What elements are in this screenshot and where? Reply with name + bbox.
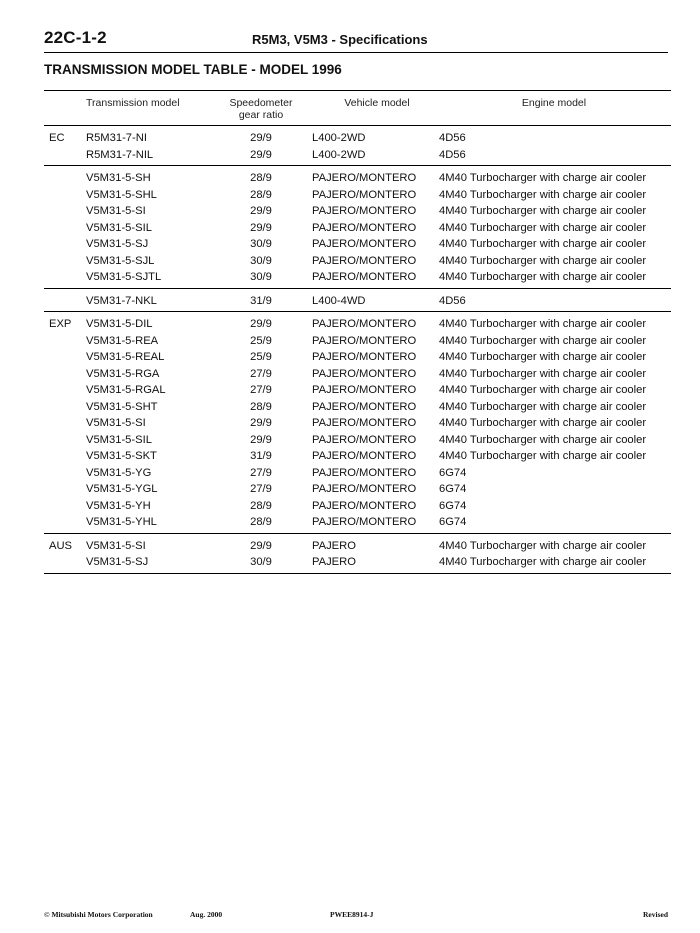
engine-cell: 4D56 (439, 294, 466, 307)
engine-cell: 4D56 (439, 132, 466, 144)
page-header (44, 28, 668, 53)
vehicle-cell: PAJERO/MONTERO (312, 516, 417, 528)
vehicle-cell: PAJERO/MONTERO (312, 271, 417, 283)
vehicle-cell: PAJERO/MONTERO (312, 254, 417, 267)
model-cell: V5M31-5-SKT (86, 450, 157, 462)
engine-cell: 4M40 Turbocharger with charge air cooler (439, 172, 647, 184)
ratio-cell: 28/9 (250, 516, 272, 528)
model-cell: V5M31-5-SJ (86, 238, 149, 250)
table-row (44, 316, 671, 333)
table-row (44, 170, 671, 187)
engine-cell: 4M40 Turbocharger with charge air cooler (439, 384, 647, 396)
vehicle-cell: PAJERO/MONTERO (312, 238, 417, 250)
model-cell: V5M31-5-RGA (86, 367, 160, 380)
vehicle-cell: PAJERO/MONTERO (312, 205, 417, 217)
section-title: TRANSMISSION MODEL TABLE - MODEL 1996 (44, 62, 342, 77)
model-cell: V5M31-5-DIL (86, 318, 153, 330)
footer-code: PWEE8914-J (330, 910, 374, 919)
table-group (44, 312, 671, 534)
engine-cell: 4M40 Turbocharger with charge air cooler (439, 433, 647, 446)
vehicle-cell: PAJERO/MONTERO (312, 367, 417, 380)
vehicle-cell: PAJERO (312, 539, 356, 552)
footer-date: Aug. 2000 (190, 910, 223, 919)
ratio-cell: 27/9 (250, 483, 272, 495)
vehicle-cell: PAJERO/MONTERO (312, 499, 417, 512)
model-cell: V5M31-5-SJL (86, 254, 155, 267)
model-cell: V5M31-5-REA (86, 334, 159, 347)
ratio-cell: 25/9 (250, 334, 272, 347)
vehicle-cell: PAJERO/MONTERO (312, 450, 417, 462)
table-row (44, 481, 671, 498)
ratio-cell: 29/9 (250, 433, 272, 446)
model-cell: V5M31-5-SH (86, 172, 151, 184)
model-cell: V5M31-5-SHL (86, 188, 157, 201)
table-row (44, 554, 671, 571)
engine-cell: 4M40 Turbocharger with charge air cooler (439, 188, 647, 201)
vehicle-cell: PAJERO/MONTERO (312, 334, 417, 347)
transmission-model-table (44, 90, 671, 574)
model-cell: V5M31-5-SI (86, 539, 146, 552)
engine-cell: 6G74 (439, 499, 467, 512)
table-row (44, 465, 671, 482)
table-row (44, 333, 671, 350)
model-cell: V5M31-5-YGL (86, 483, 158, 495)
ratio-cell: 28/9 (250, 400, 272, 413)
ratio-cell: 27/9 (250, 367, 272, 380)
column-header-engine: Engine model (521, 97, 587, 109)
ratio-cell: 27/9 (250, 466, 272, 479)
header-title: R5M3, V5M3 - Specifications (252, 32, 428, 47)
vehicle-cell: L400-4WD (312, 294, 366, 307)
model-cell: V5M31-5-SHT (86, 400, 158, 413)
ratio-cell: 29/9 (250, 132, 272, 144)
vehicle-cell: PAJERO/MONTERO (312, 221, 417, 234)
engine-cell: 6G74 (439, 516, 467, 528)
engine-cell: 4M40 Turbocharger with charge air cooler (439, 351, 647, 363)
ratio-cell: 25/9 (250, 351, 272, 363)
vehicle-cell: PAJERO (312, 556, 356, 568)
table-group (44, 534, 671, 574)
engine-cell: 4M40 Turbocharger with charge air cooler (439, 271, 647, 283)
engine-cell: 4M40 Turbocharger with charge air cooler (439, 417, 647, 429)
vehicle-cell: PAJERO/MONTERO (312, 483, 417, 495)
model-cell: V5M31-5-SIL (86, 433, 152, 446)
table-row (44, 147, 671, 164)
ratio-cell: 29/9 (250, 205, 272, 217)
vehicle-cell: L400-2WD (312, 148, 366, 161)
ratio-cell: 29/9 (250, 221, 272, 234)
region-cell: AUS (49, 539, 73, 552)
table-row (44, 203, 671, 220)
vehicle-cell: L400-2WD (312, 132, 366, 144)
table-row (44, 366, 671, 383)
engine-cell: 4M40 Turbocharger with charge air cooler (439, 556, 647, 568)
vehicle-cell: PAJERO/MONTERO (312, 417, 417, 429)
engine-cell: 6G74 (439, 483, 467, 495)
ratio-cell: 30/9 (250, 238, 272, 250)
column-header-ratio-line2: gear ratio (238, 109, 284, 121)
table-group (44, 289, 671, 313)
model-cell: R5M31-7-NIL (86, 148, 154, 161)
table-row (44, 432, 671, 449)
column-header-model: Transmission model (86, 97, 180, 109)
model-cell: V5M31-5-REAL (86, 351, 165, 363)
engine-cell: 4M40 Turbocharger with charge air cooler (439, 450, 647, 462)
ratio-cell: 28/9 (250, 172, 272, 184)
vehicle-cell: PAJERO/MONTERO (312, 188, 417, 201)
engine-cell: 4M40 Turbocharger with charge air cooler (439, 367, 647, 380)
vehicle-cell: PAJERO/MONTERO (312, 400, 417, 413)
table-group (44, 166, 671, 289)
vehicle-cell: PAJERO/MONTERO (312, 466, 417, 479)
vehicle-cell: PAJERO/MONTERO (312, 351, 417, 363)
ratio-cell: 29/9 (250, 417, 272, 429)
table-row (44, 382, 671, 399)
table-row (44, 187, 671, 204)
model-cell: R5M31-7-NI (86, 132, 147, 144)
ratio-cell: 29/9 (250, 148, 272, 161)
engine-cell: 4D56 (439, 148, 466, 161)
model-cell: V5M31-5-SJ (86, 556, 149, 568)
model-cell: V5M31-5-SIL (86, 221, 152, 234)
page-footer (44, 910, 668, 922)
model-cell: V5M31-5-YG (86, 466, 152, 479)
table-row (44, 349, 671, 366)
column-header-ratio-line1: Speedometer (229, 97, 293, 109)
vehicle-cell: PAJERO/MONTERO (312, 384, 417, 396)
ratio-cell: 27/9 (250, 384, 272, 396)
ratio-cell: 30/9 (250, 254, 272, 267)
table-row (44, 448, 671, 465)
ratio-cell: 29/9 (250, 318, 272, 330)
table-row (44, 130, 671, 147)
region-cell: EXP (49, 318, 72, 330)
model-cell: V5M31-5-SI (86, 205, 146, 217)
table-row (44, 498, 671, 515)
table-row (44, 253, 671, 270)
engine-cell: 4M40 Turbocharger with charge air cooler (439, 238, 647, 250)
table-row (44, 293, 671, 310)
ratio-cell: 30/9 (250, 556, 272, 568)
ratio-cell: 31/9 (250, 450, 272, 462)
engine-cell: 4M40 Turbocharger with charge air cooler (439, 205, 647, 217)
model-cell: V5M31-5-YH (86, 499, 151, 512)
table-row (44, 514, 671, 531)
model-cell: V5M31-5-SJTL (86, 271, 162, 283)
table-row (44, 399, 671, 416)
table-group (44, 126, 671, 166)
engine-cell: 4M40 Turbocharger with charge air cooler (439, 334, 647, 347)
engine-cell: 4M40 Turbocharger with charge air cooler (439, 254, 647, 267)
vehicle-cell: PAJERO/MONTERO (312, 318, 417, 330)
column-header-ratio (211, 97, 311, 121)
table-row (44, 236, 671, 253)
table-header (44, 90, 671, 126)
model-cell: V5M31-5-YHL (86, 516, 157, 528)
model-cell: V5M31-7-NKL (86, 294, 157, 307)
footer-copyright: © Mitsubishi Motors Corporation (44, 910, 153, 919)
engine-cell: 4M40 Turbocharger with charge air cooler (439, 400, 647, 413)
ratio-cell: 30/9 (250, 271, 272, 283)
engine-cell: 4M40 Turbocharger with charge air cooler (439, 539, 647, 552)
engine-cell: 4M40 Turbocharger with charge air cooler (439, 318, 647, 330)
ratio-cell: 28/9 (250, 188, 272, 201)
column-header-vehicle: Vehicle model (344, 97, 410, 109)
model-cell: V5M31-5-SI (86, 417, 146, 429)
table-row (44, 269, 671, 286)
ratio-cell: 29/9 (250, 539, 272, 552)
ratio-cell: 31/9 (250, 294, 272, 307)
region-cell: EC (49, 132, 65, 144)
model-cell: V5M31-5-RGAL (86, 384, 166, 396)
footer-status: Revised (643, 910, 668, 919)
table-row (44, 415, 671, 432)
table-row (44, 538, 671, 555)
ratio-cell: 28/9 (250, 499, 272, 512)
vehicle-cell: PAJERO/MONTERO (312, 172, 417, 184)
engine-cell: 4M40 Turbocharger with charge air cooler (439, 221, 647, 234)
page-number: 22C-1-2 (44, 28, 107, 47)
vehicle-cell: PAJERO/MONTERO (312, 433, 417, 446)
engine-cell: 6G74 (439, 466, 467, 479)
table-row (44, 220, 671, 237)
